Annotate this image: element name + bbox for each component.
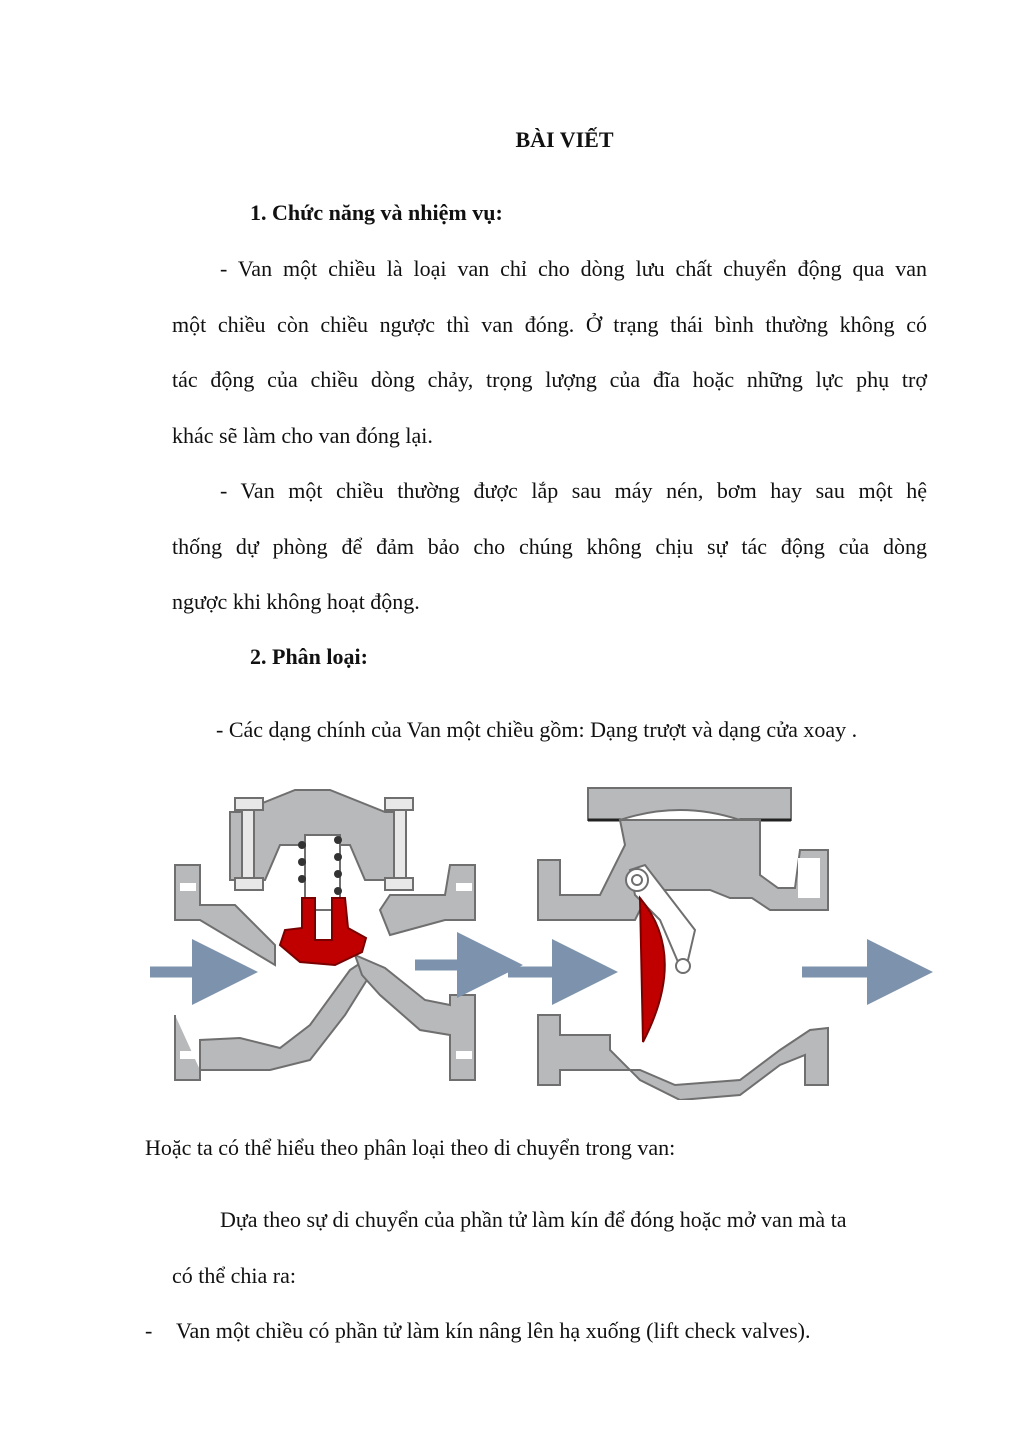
paragraph-line: một chiều còn chiều ngược thì van đóng. Ở trạng thái bình thường không có <box>172 311 927 337</box>
paragraph-installation <box>172 463 927 630</box>
paragraph-movement <box>172 1192 927 1303</box>
paragraph-line: - Van một chiều là loại van chỉ cho dòng lưu chất chuyển động qua van <box>220 256 927 281</box>
section-1-heading: 1. Chức năng và nhiệm vụ: <box>250 200 503 225</box>
bullet-lift-check-valves: Van một chiều có phần tử làm kín nâng lên hạ xuống (lift check valves). <box>176 1318 811 1343</box>
page-title: BÀI VIẾT <box>515 127 614 152</box>
paragraph-line: thống dự phòng để đảm bảo cho chúng không chịu sự tác động của dòng <box>172 533 927 559</box>
paragraph-line: Dựa theo sự di chuyển của phần tử làm kín để đóng hoặc mở van mà ta <box>220 1207 847 1232</box>
paragraph-line: khác sẽ làm cho van đóng lại. <box>172 422 433 448</box>
paragraph-line: tác động của chiều dòng chảy, trọng lượng của đĩa hoặc những lực phụ trợ <box>172 367 927 392</box>
paragraph-function <box>172 241 927 463</box>
paragraph-line: ngược khi không hoạt động. <box>172 589 420 614</box>
paragraph-line: có thể chia ra: <box>172 1262 296 1288</box>
bullet-dash: - <box>145 1318 153 1343</box>
lift-check-valve-diagram <box>150 790 490 1080</box>
check-valve-figure <box>140 780 940 1100</box>
types-line: - Các dạng chính của Van một chiều gồm: Dạng trượt và dạng cửa xoay . <box>216 717 858 742</box>
alternative-classification-line: Hoặc ta có thể hiểu theo phân loại theo di chuyển trong van: <box>145 1135 676 1160</box>
paragraph-line: - Van một chiều thường được lắp sau máy nén, bơm hay sau một hệ <box>220 478 927 503</box>
swing-check-valve-diagram <box>508 788 900 1100</box>
section-2-heading: 2. Phân loại: <box>250 644 368 669</box>
